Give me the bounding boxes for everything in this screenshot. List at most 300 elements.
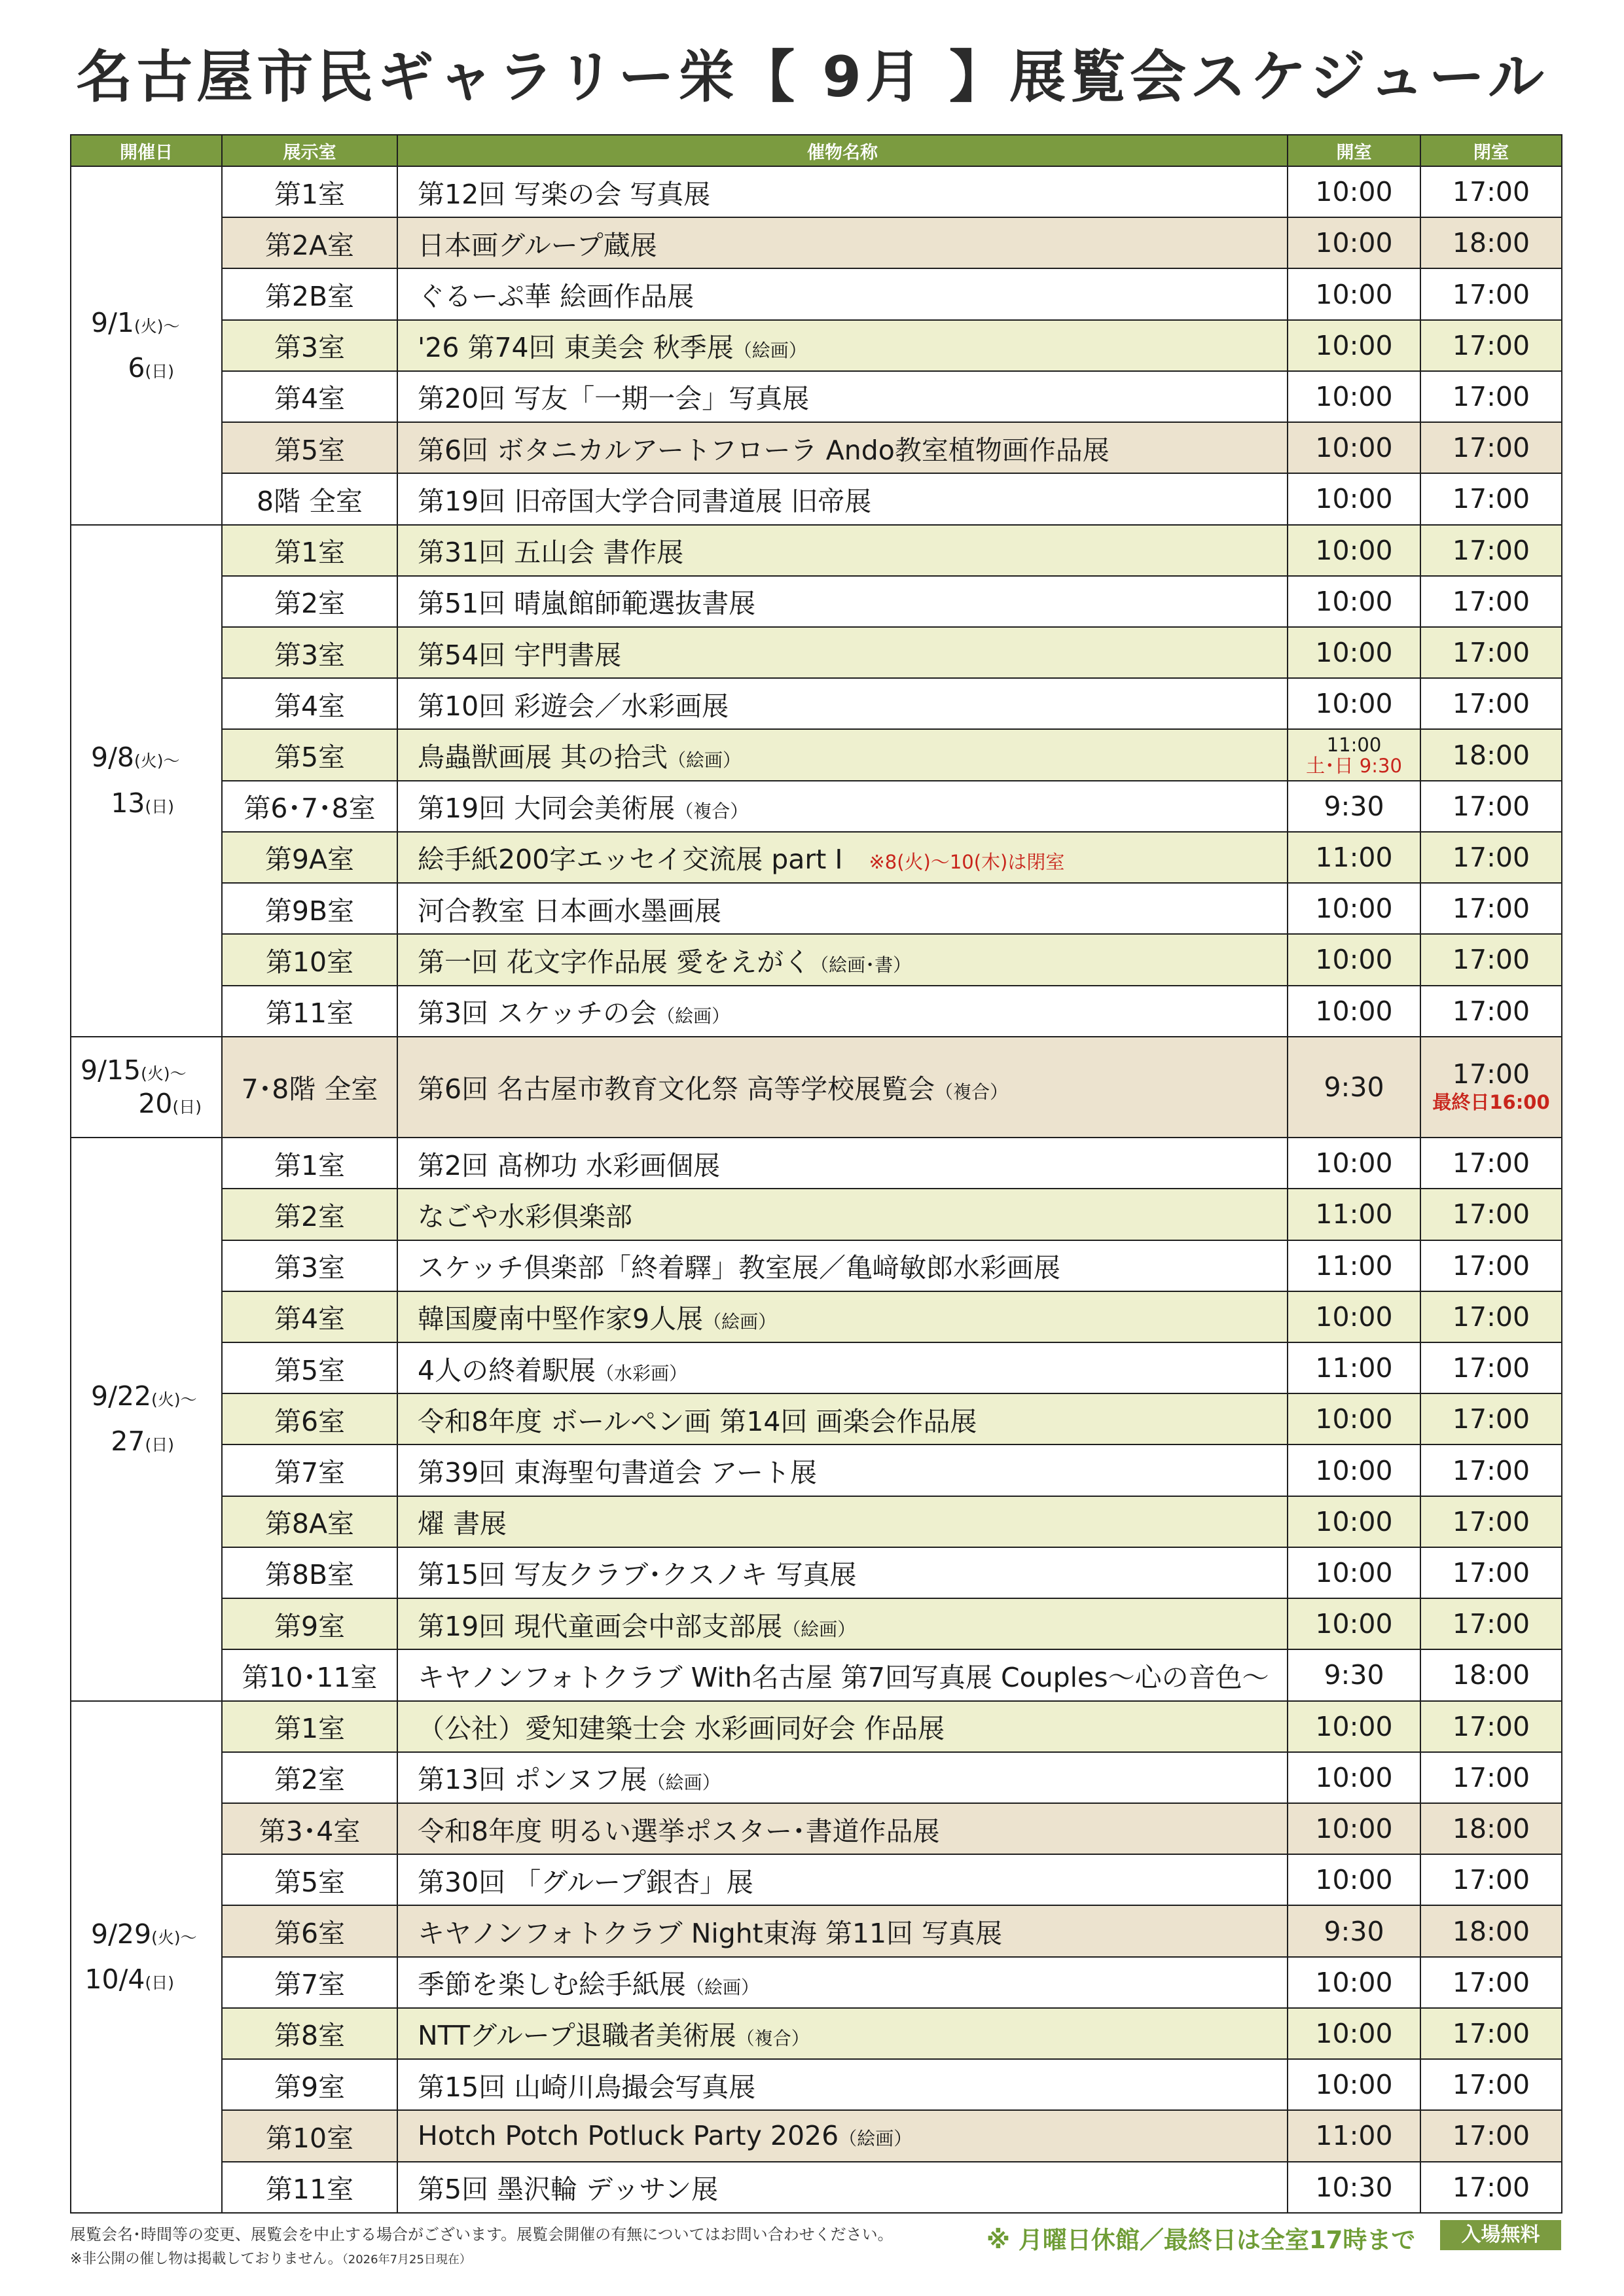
event-genre: （複合）: [675, 800, 749, 823]
close-time: 17:00: [1452, 2017, 1530, 2049]
close-time-cell: [1420, 832, 1562, 883]
room-cell: 第10･11室: [222, 1649, 397, 1700]
event-name-cell: [397, 1189, 1288, 1240]
event-name: 第10回 彩遊会／水彩画展: [418, 690, 729, 722]
table-row: [71, 2110, 1562, 2161]
date-cell: [71, 1037, 222, 1138]
room-cell: 第7室: [222, 1957, 397, 2008]
close-time: 17:00: [1452, 1761, 1530, 1793]
room-cell: 8階 全室: [222, 473, 397, 524]
close-time-cell: [1420, 2059, 1562, 2110]
close-time: 17:00: [1452, 2171, 1530, 2203]
date-end-weekday: (日): [145, 361, 174, 381]
open-time-cell: [1288, 473, 1420, 524]
room-cell: 第3･4室: [222, 1803, 397, 1854]
open-time-cell: [1288, 217, 1420, 268]
event-name: キヤノンフォトクラブ With名古屋 第7回写真展 Couples～心の音色～: [418, 1661, 1269, 1693]
table-row: [71, 576, 1562, 627]
footer-note-private: [70, 2248, 471, 2268]
event-name: '26 第74回 東美会 秋季展: [418, 332, 734, 364]
table-row: [71, 1189, 1562, 1240]
open-time: 10:00: [1315, 227, 1393, 259]
close-time-cell: [1420, 729, 1562, 780]
event-name: 第3回 スケッチの会: [418, 997, 657, 1030]
table-row: [71, 1803, 1562, 1854]
date-end-value: 20: [138, 1087, 173, 1119]
header-room: 展示室: [222, 135, 397, 166]
close-time: 17:00: [1452, 1505, 1530, 1537]
event-name: 第19回 大同会美術展: [418, 793, 676, 825]
close-time: 18:00: [1452, 739, 1530, 771]
event-name-cell: [397, 627, 1288, 678]
room-cell: 第6室: [222, 1393, 397, 1444]
room-cell: 第3室: [222, 627, 397, 678]
close-time-cell: [1420, 422, 1562, 473]
room-cell: 第9室: [222, 2059, 397, 2110]
table-row: [71, 1496, 1562, 1547]
open-time: 11:00: [1315, 2120, 1393, 2152]
date-start-value: 9/29: [91, 1918, 152, 1950]
open-time: 10:00: [1315, 688, 1393, 720]
event-name-cell: [397, 1342, 1288, 1393]
table-row: [71, 1240, 1562, 1291]
close-time: 17:00: [1452, 534, 1530, 566]
close-time: 17:00: [1452, 380, 1530, 412]
close-time-cell: [1420, 2110, 1562, 2161]
open-time: 10:00: [1315, 1710, 1393, 1742]
open-time: 11:00: [1315, 1198, 1393, 1230]
header-close: 閉室: [1420, 135, 1562, 166]
event-name-cell: [397, 781, 1288, 832]
table-row: [71, 268, 1562, 319]
room-cell: 第5室: [222, 422, 397, 473]
close-time-cell: [1420, 268, 1562, 319]
open-time-cell: [1288, 320, 1420, 371]
closed-day-note: ※ 月曜日休館／最終日は全室17時まで: [986, 2226, 1416, 2254]
event-name-cell: [397, 1598, 1288, 1649]
table-row: [71, 217, 1562, 268]
footer-note-date: （2026年7月25日現在）: [342, 2253, 471, 2267]
date-end-value: 27: [111, 1426, 145, 1458]
open-time: 10:00: [1315, 1761, 1393, 1793]
open-time-cell: [1288, 627, 1420, 678]
date-start-value: 9/22: [91, 1380, 152, 1412]
event-name-cell: [397, 1138, 1288, 1189]
close-time-cell: [1420, 678, 1562, 729]
close-time: 17:00: [1452, 1147, 1530, 1179]
event-genre: （絵画）: [839, 2128, 912, 2150]
event-name-cell: [397, 1240, 1288, 1291]
event-name: 第一回 花文字作品展 愛をえがく: [418, 946, 811, 978]
date-start: [71, 741, 221, 774]
event-genre: （絵画）: [668, 749, 742, 772]
table-row: [71, 422, 1562, 473]
event-name-cell: [397, 422, 1288, 473]
open-time-cell: [1288, 1957, 1420, 2008]
close-time-cell: [1420, 986, 1562, 1037]
close-time-cell: [1420, 1957, 1562, 2008]
open-time: 10:00: [1315, 278, 1393, 310]
close-time-cell: [1420, 1598, 1562, 1649]
event-name-cell: [397, 986, 1288, 1037]
room-cell: 第9A室: [222, 832, 397, 883]
event-name-cell: [397, 1957, 1288, 2008]
close-time: 17:00: [1452, 944, 1530, 976]
date-start: [71, 1380, 221, 1413]
table-row: [71, 1291, 1562, 1342]
open-time: 10:00: [1315, 944, 1393, 976]
event-genre: （複合）: [736, 2028, 810, 2050]
event-name: 燿 書展: [418, 1508, 507, 1540]
close-time: 17:00: [1452, 176, 1530, 208]
event-name-cell: [397, 371, 1288, 422]
open-time-cell: [1288, 2059, 1420, 2110]
room-cell: 第1室: [222, 1701, 397, 1752]
event-genre: （水彩画）: [596, 1362, 688, 1384]
event-name: （公社）愛知建築士会 水彩画同好会 作品展: [418, 1713, 945, 1745]
header-open: 開室: [1288, 135, 1420, 166]
close-time-cell: [1420, 1240, 1562, 1291]
date-start-weekday: (火)～: [141, 1064, 187, 1083]
close-time-cell: [1420, 1547, 1562, 1598]
event-name-cell: [397, 1803, 1288, 1854]
event-name: 第31回 五山会 書作展: [418, 537, 684, 569]
close-time-cell: [1420, 166, 1562, 217]
close-time: 17:00: [1452, 1300, 1530, 1333]
open-time: 10:00: [1315, 1966, 1393, 1998]
table-row: [71, 781, 1562, 832]
open-time-cell: [1288, 576, 1420, 627]
close-time: 18:00: [1452, 1813, 1530, 1845]
event-name: 第30回 「グループ銀杏」展: [418, 1866, 753, 1898]
event-genre: （絵画）: [647, 1772, 721, 1794]
close-time: 17:00: [1452, 1454, 1530, 1486]
close-time-cell: [1420, 627, 1562, 678]
event-name-cell: [397, 1037, 1288, 1138]
table-row: [71, 1598, 1562, 1649]
date-end: [71, 1425, 221, 1458]
close-time: 17:00: [1452, 841, 1530, 873]
event-name-cell: [397, 729, 1288, 780]
event-name: 第19回 現代童画会中部支部展: [418, 1610, 783, 1642]
event-name: ぐるーぷ華 絵画作品展: [418, 281, 695, 313]
schedule-table: [70, 134, 1562, 2214]
date-end-weekday: (日): [145, 797, 174, 816]
room-cell: 第4室: [222, 371, 397, 422]
event-name-cell: [397, 1701, 1288, 1752]
event-name-cell: [397, 166, 1288, 217]
open-time-cell: [1288, 1854, 1420, 1905]
room-cell: 7･8階 全室: [222, 1037, 397, 1138]
close-time-cell: [1420, 1037, 1562, 1138]
close-time-cell: [1420, 781, 1562, 832]
open-time-cell: [1288, 1189, 1420, 1240]
open-time-cell: [1288, 2162, 1420, 2214]
close-time: 17:00: [1452, 1556, 1530, 1588]
event-name: 第19回 旧帝国大学合同書道展 旧帝展: [418, 485, 872, 517]
close-time: 17:00: [1452, 893, 1530, 925]
event-name-cell: [397, 934, 1288, 985]
date-start-value: 9/8: [91, 742, 134, 774]
open-time-cell: [1288, 1496, 1420, 1547]
close-time: 17:00: [1452, 278, 1530, 310]
schedule-body: [71, 166, 1562, 2213]
event-name-cell: [397, 1444, 1288, 1496]
close-time: 17:00: [1452, 432, 1530, 464]
open-time-cell: [1288, 1701, 1420, 1752]
event-name-cell: [397, 217, 1288, 268]
date-start-value: 9/15: [81, 1054, 141, 1086]
event-genre: （複合）: [935, 1081, 1009, 1103]
close-time-cell: [1420, 1701, 1562, 1752]
open-time-cell: [1288, 729, 1420, 780]
room-cell: 第10室: [222, 2110, 397, 2161]
event-name: 第20回 写友「一期一会」写真展: [418, 383, 810, 415]
table-row: [71, 2162, 1562, 2214]
date-start: [71, 306, 221, 340]
close-time-cell: [1420, 1496, 1562, 1547]
open-time: 10:00: [1315, 1505, 1393, 1537]
room-cell: 第5室: [222, 1854, 397, 1905]
open-time: 9:30: [1324, 1071, 1384, 1103]
close-time-cell: [1420, 1803, 1562, 1854]
table-row: [71, 1649, 1562, 1700]
close-time-cell: [1420, 576, 1562, 627]
event-name: 第15回 山崎川鳥撮会写真展: [418, 2071, 756, 2103]
event-name-cell: [397, 883, 1288, 934]
table-row: [71, 1957, 1562, 2008]
event-name: 第54回 宇門書展: [418, 639, 622, 671]
table-row: [71, 1037, 1562, 1138]
event-name-cell: [397, 1496, 1288, 1547]
open-time: 9:30: [1324, 1659, 1384, 1691]
open-time-cell: [1288, 166, 1420, 217]
close-time-cell: [1420, 1291, 1562, 1342]
event-name-cell: [397, 2059, 1288, 2110]
table-row: [71, 1854, 1562, 1905]
room-cell: 第6･7･8室: [222, 781, 397, 832]
close-time-cell: [1420, 1138, 1562, 1189]
close-time-cell: [1420, 1393, 1562, 1444]
event-name: 第2回 髙栁功 水彩画個展: [418, 1149, 721, 1181]
room-cell: 第10室: [222, 934, 397, 985]
open-time-cell: [1288, 934, 1420, 985]
close-time: 17:00: [1452, 1608, 1530, 1640]
event-name-cell: [397, 1854, 1288, 1905]
footer-note-change: 展覧会名･時間等の変更、展覧会を中止する場合がございます。展覧会開催の有無についてはお問い合わせください。: [70, 2225, 893, 2244]
close-time-cell: [1420, 1905, 1562, 1956]
event-name: 第12回 写楽の会 写真展: [418, 178, 711, 210]
event-genre: （絵画）: [782, 1618, 856, 1640]
open-time-cell: [1288, 1547, 1420, 1598]
open-time: 10:00: [1315, 637, 1393, 669]
event-genre: （絵画･書）: [810, 954, 912, 976]
close-time: 17:00: [1452, 1710, 1530, 1742]
open-time: 10:00: [1315, 483, 1393, 515]
date-cell: [71, 166, 222, 525]
free-admission-badge: 入場無料: [1440, 2220, 1561, 2250]
event-name: キヤノンフォトクラブ Night東海 第11回 写真展: [418, 1918, 1003, 1950]
event-name: 第13回 ポンヌフ展: [418, 1764, 647, 1796]
close-time: 17:00: [1452, 790, 1530, 822]
open-time-cell: [1288, 1803, 1420, 1854]
room-cell: 第7室: [222, 1444, 397, 1496]
event-name: Hotch Potch Potluck Party 2026: [418, 2120, 839, 2152]
close-time-note: 最終日16:00: [1432, 1090, 1550, 1113]
table-row: [71, 627, 1562, 678]
close-time: 17:00: [1452, 637, 1530, 669]
open-time: 10:00: [1315, 432, 1393, 464]
event-name: 韓国慶南中堅作家9人展: [418, 1303, 704, 1335]
event-name-cell: [397, 1649, 1288, 1700]
event-name-cell: [397, 473, 1288, 524]
date-start-weekday: (火)～: [151, 1928, 197, 1947]
date-end-value: 10/4: [84, 1963, 145, 1995]
table-row: [71, 320, 1562, 371]
event-name-cell: [397, 1291, 1288, 1342]
close-time-cell: [1420, 2162, 1562, 2214]
close-time-cell: [1420, 217, 1562, 268]
date-start: [71, 1054, 221, 1087]
event-genre: （絵画）: [686, 1977, 760, 1999]
close-time: 17:00: [1452, 585, 1530, 617]
event-name: 第6回 ボタニカルアートフローラ Ando教室植物画作品展: [418, 434, 1110, 466]
table-row: [71, 678, 1562, 729]
open-time: 10:00: [1315, 1813, 1393, 1845]
open-time: 10:00: [1315, 534, 1393, 566]
event-name-cell: [397, 576, 1288, 627]
footer-note-private-text: ※非公開の催し物は掲載しておりません。: [70, 2251, 342, 2267]
open-time: 10:00: [1315, 176, 1393, 208]
date-end-weekday: (日): [145, 1435, 174, 1455]
open-time-cell: [1288, 986, 1420, 1037]
date-start-weekday: (火)～: [134, 751, 180, 771]
close-time: 17:00: [1452, 1403, 1530, 1435]
date-start: [71, 1918, 221, 1951]
event-name-cell: [397, 268, 1288, 319]
close-time: 18:00: [1452, 1659, 1530, 1691]
room-cell: 第3室: [222, 1240, 397, 1291]
room-cell: 第4室: [222, 678, 397, 729]
open-time-cell: [1288, 1598, 1420, 1649]
close-time-cell: [1420, 1444, 1562, 1496]
room-cell: 第8室: [222, 2008, 397, 2059]
event-name: NTTグループ退職者美術展: [418, 2020, 736, 2052]
event-name: スケッチ倶楽部「終着驛」教室展／亀﨑敏郎水彩画展: [418, 1252, 1060, 1284]
open-time: 10:30: [1315, 2171, 1393, 2203]
table-row: [71, 166, 1562, 217]
open-time: 10:00: [1315, 329, 1393, 361]
table-row: [71, 1393, 1562, 1444]
date-end: [71, 351, 221, 385]
event-genre: （絵画）: [703, 1311, 777, 1333]
event-name-cell: [397, 1905, 1288, 1956]
room-cell: 第2B室: [222, 268, 397, 319]
close-time: 17:00: [1452, 995, 1530, 1027]
event-name: 第51回 晴嵐館師範選抜書展: [418, 588, 756, 620]
open-time-cell: [1288, 678, 1420, 729]
close-time-cell: [1420, 934, 1562, 985]
room-cell: 第2A室: [222, 217, 397, 268]
event-name: 第39回 東海聖句書道会 アート展: [418, 1457, 818, 1489]
date-start-value: 9/1: [91, 306, 134, 338]
close-time: 17:00: [1452, 688, 1530, 720]
table-row: [71, 934, 1562, 985]
close-time-cell: [1420, 525, 1562, 576]
event-name-cell: [397, 1547, 1288, 1598]
date-end: [71, 1087, 221, 1121]
table-row: [71, 371, 1562, 422]
close-time: 18:00: [1452, 1915, 1530, 1947]
open-time-cell: [1288, 1649, 1420, 1700]
close-time-cell: [1420, 1752, 1562, 1803]
open-time-cell: [1288, 1905, 1420, 1956]
date-end: [71, 787, 221, 820]
table-row: [71, 1342, 1562, 1393]
date-end-weekday: (日): [145, 1973, 174, 1992]
page-title: 名古屋市民ギャラリー栄【 9月 】展覧会スケジュール: [76, 45, 1548, 110]
room-cell: 第2室: [222, 1189, 397, 1240]
room-cell: 第6室: [222, 1905, 397, 1956]
open-time: 10:00: [1315, 1403, 1393, 1435]
event-name-cell: [397, 2110, 1288, 2161]
event-name-cell: [397, 1393, 1288, 1444]
close-time-cell: [1420, 473, 1562, 524]
close-time: 17:00: [1452, 1058, 1530, 1090]
open-time-cell: [1288, 2110, 1420, 2161]
event-name: 令和8年度 明るい選挙ポスター･書道作品展: [418, 1815, 940, 1847]
table-row: [71, 729, 1562, 780]
close-time: 18:00: [1452, 227, 1530, 259]
event-name-cell: [397, 2008, 1288, 2059]
table-row: [71, 832, 1562, 883]
close-time-cell: [1420, 1189, 1562, 1240]
room-cell: 第11室: [222, 2162, 397, 2214]
close-time-cell: [1420, 371, 1562, 422]
event-name: 河合教室 日本画水墨画展: [418, 895, 722, 927]
open-time: 10:00: [1315, 1608, 1393, 1640]
room-cell: 第11室: [222, 986, 397, 1037]
event-name-cell: [397, 1752, 1288, 1803]
date-end: [71, 1963, 221, 1996]
table-row: [71, 1547, 1562, 1598]
open-time: 11:00: [1326, 733, 1382, 756]
open-time: 11:00: [1315, 841, 1393, 873]
table-row: [71, 1752, 1562, 1803]
event-name: 季節を楽しむ絵手紙展: [418, 1969, 686, 2001]
open-time-cell: [1288, 422, 1420, 473]
open-time-cell: [1288, 832, 1420, 883]
close-time: 17:00: [1452, 329, 1530, 361]
open-time-cell: [1288, 371, 1420, 422]
event-name: 日本画グループ蔵展: [418, 229, 657, 261]
close-time: 17:00: [1452, 1352, 1530, 1384]
event-genre: （絵画）: [733, 340, 807, 362]
open-time: 10:00: [1315, 1454, 1393, 1486]
open-time-cell: [1288, 1444, 1420, 1496]
open-time: 11:00: [1315, 1352, 1393, 1384]
table-row: [71, 1138, 1562, 1189]
open-time-cell: [1288, 883, 1420, 934]
open-time: 10:00: [1315, 1300, 1393, 1333]
table-row: [71, 883, 1562, 934]
close-time-cell: [1420, 2008, 1562, 2059]
open-time: 10:00: [1315, 380, 1393, 412]
room-cell: 第4室: [222, 1291, 397, 1342]
table-row: [71, 1905, 1562, 1956]
table-row: [71, 525, 1562, 576]
open-time: 10:00: [1315, 893, 1393, 925]
